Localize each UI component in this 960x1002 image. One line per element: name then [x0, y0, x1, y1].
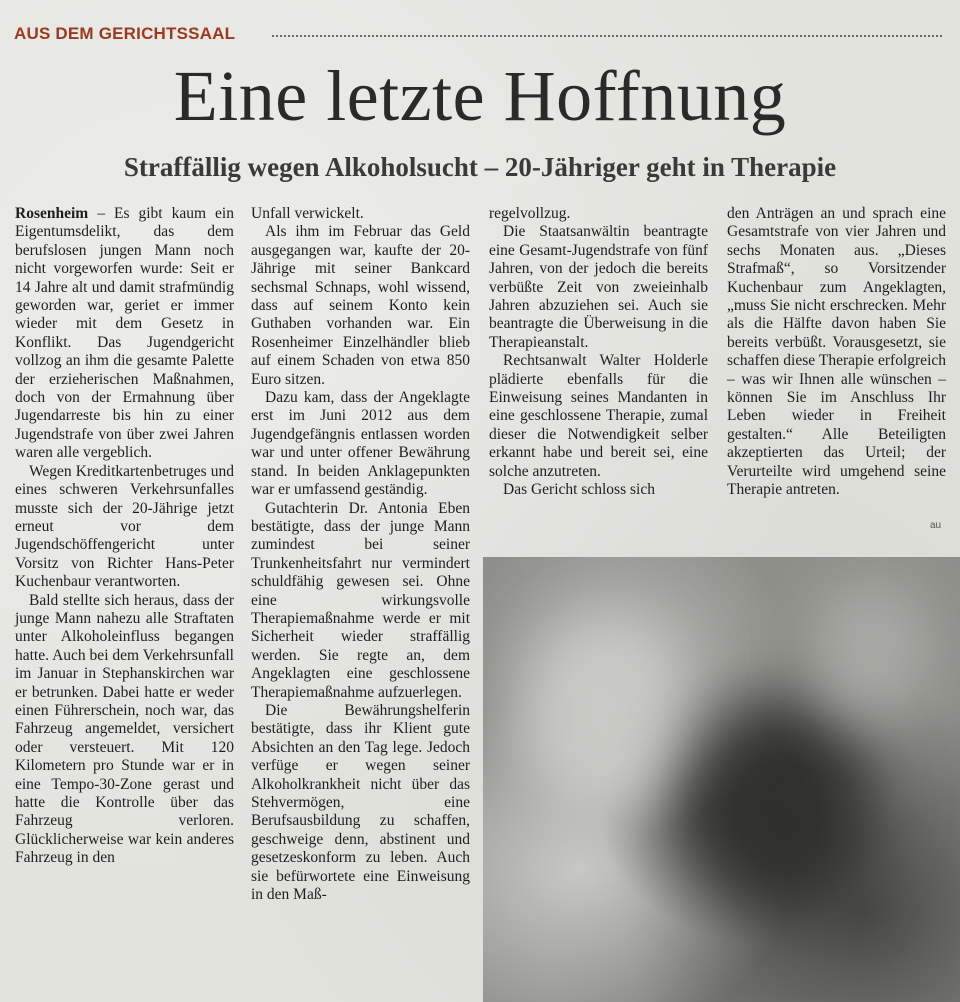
photo-blur-region	[523, 617, 683, 817]
paragraph: Unfall verwickelt.	[251, 205, 364, 222]
paragraph: Wegen Kreditkartenbetruges und eines schweren Verkehrsunfalles musste sich der 20-Jährige jetzt erneut vor dem Jugendschöffengericht unter Vorsitz von Richter Hans-Peter Kuchenbaur verantworten.	[15, 462, 234, 591]
paragraph-text: – Es gibt kaum ein Eigentumsdelikt, das dem berufslosen jungen Mann noch nicht vorgeworfen wurde: Seit er 14 Jahre alt und damit strafmündig geworden war, geriet er immer wieder mit dem Gesetz in Konflikt. Das Jugendgericht vollzog an ihm die gesamte Palette der erzieherischen Maßnahmen, doch von der Ermahnung über Jugendarreste bis hin zu einer Jugendstrafe von über zwei Jahren waren alle vergeblich.	[15, 205, 234, 462]
paragraph: Gutachterin Dr. Antonia Eben bestätigte, dass der junge Mann zumindest bei seiner Trunkenheitsfahrt nur vermindert schuldfähig gewesen sei. Ohne eine wirkungsvolle Therapiemaßnahme werde er mit Sicherheit wieder straffällig werden. Sie regte an, dem Angeklagten eine geschlossene Therapiemaßnahme aufzuerlegen.	[251, 499, 470, 701]
dateline: Rosenheim	[15, 205, 89, 222]
paragraph	[15, 205, 234, 463]
paragraph: Dazu kam, dass der Angeklagte erst im Juni 2012 aus dem Jugendgefängnis entlassen worden war und unter offener Bewährung stand. In beiden Anklagepunkten war er umfassend geständig.	[251, 389, 470, 499]
photo-blur-region	[813, 577, 933, 717]
paragraph: Als ihm im Februar das Geld ausgegangen war, kaufte der 20-Jährige mit seiner Bankcard sechsmal Schnaps, wohl wissend, dass auf seinem Konto kein Guthaben vorhanden war. Ein Rosenheimer Einzelhändler blieb auf einem Schaden von etwa 850 Euro sitzen.	[251, 223, 470, 388]
paragraph: den Anträgen an und sprach eine Gesamtstrafe von vier Jahren und sechs Monaten aus. „Dieses Strafmaß“, so Vorsitzender Kuchenbaur zum Angeklagten, „muss Sie nicht erschrecken. Mehr als die Hälfte davon haben Sie bereits verbüßt. Vorausgesetzt, sie schaffen diese Therapie erfolgreich – was wir Ihnen alle wünschen – können Sie im Anschluss Ihr Leben wieder in Freiheit gestalten.“ Alle Beteiligten akzeptierten das Urteil; der Verurteilte wird umgehend seine Therapie antreten.	[727, 205, 946, 499]
article-column-1	[15, 205, 234, 868]
article-column-4	[727, 205, 946, 500]
blurred-photo	[483, 557, 960, 1002]
rubric-dotted-rule	[272, 35, 942, 37]
article-subheadline: Straffällig wegen Alkoholsucht – 20-Jähriger geht in Therapie	[123, 152, 837, 182]
paragraph: Bald stellte sich heraus, dass der junge Mann nahezu alle Straftaten unter Alkoholeinfluss begangen hatte. Auch bei dem Verkehrsunfall im Januar in Stephanskirchen war er betrunken. Dabei hatte er weder einen Führerschein, noch war, das Fahrzeug angemeldet, versichert oder versteuert. Mit 120 Kilometern pro Stunde war er in eine Tempo-30-Zone gerast und hatte die Kontrolle über das Fahrzeug verloren. Glücklicherweise war kein anderes Fahrzeug in den	[15, 591, 234, 867]
section-rubric: AUS DEM GERICHTSSAAL	[14, 24, 236, 43]
photo-blur-region	[693, 697, 873, 917]
paragraph: Rechtsanwalt Walter Holderle plädierte ebenfalls für die Einweisung seines Mandanten in eine geschlossene Therapie, zumal dieser die Notwendigkeit selber erkannt habe und bereit sei, eine solche anzutreten.	[489, 352, 708, 480]
article-column-2	[251, 205, 470, 904]
author-initials: au	[930, 520, 942, 531]
paragraph: Das Gericht schloss sich	[503, 481, 655, 499]
article-headline: Eine letzte Hoffnung	[173, 56, 787, 136]
article-column-3	[489, 205, 708, 500]
paragraph: Die Staatsanwältin beantragte eine Gesamt-Jugendstrafe von fünf Jahren, von der jedoch die bereits verbüßte Zeit von zweieinhalb Jahren abzuziehen sei. Auch sie beantragte die Überweisung in die Therapieanstalt.	[489, 223, 708, 351]
paragraph: Die Bewährungshelferin bestätigte, dass ihr Klient gute Absichten an den Tag lege. Jedoch verfüge er wegen seiner Alkoholkrankheit nicht über das Stehvermögen, eine Berufsausbildung zu schaffen, geschweige denn, abstinent und gesetzeskonform zu leben. Auch sie befürwortete eine Einweisung in den Maß-	[251, 701, 470, 904]
paragraph: regelvollzug.	[489, 205, 571, 222]
